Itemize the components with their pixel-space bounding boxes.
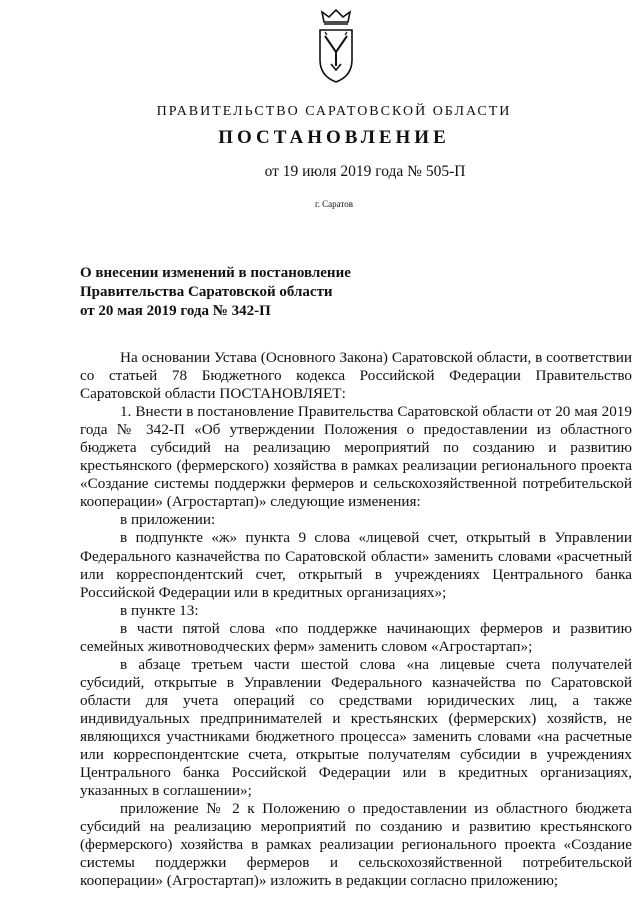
subject-line: от 20 мая 2019 года № 342-П: [80, 303, 271, 319]
document-type-title: ПОСТАНОВЛЕНИЕ: [218, 127, 450, 148]
body-paragraph: На основании Устава (Основного Закона) Саратовской области, в соответствии со статьей 78 Бюджетного кодекса Российской Федерации Правительство Саратовской области ПОСТАНОВЛЯЕТ:: [80, 349, 632, 403]
government-name: ПРАВИТЕЛЬСТВО САРАТОВСКОЙ ОБЛАСТИ: [156, 104, 512, 119]
body-paragraph: в приложении:: [120, 511, 216, 529]
body-paragraph: в подпункте «ж» пункта 9 слова «лицевой счет, открытый в Управлении Федерального казначейства по Саратовской области» заменить словами «расчетный или корреспондентский счет, открытый в учреждениях Центрального банка Российской Федерации или в кредитных организациях»;: [80, 529, 632, 601]
document-date-number: от 19 июля 2019 года № 505-П: [264, 163, 466, 180]
body-paragraph: в части пятой слова «по поддержке начинающих фермеров и развитию семейных животноводческих ферм» заменить словом «Агростартап»;: [80, 619, 632, 655]
body-paragraph: приложение № 2 к Положению о предоставлении из областного бюджета субсидий на реализацию мероприятий по созданию и развитию крестьянского (фермерского) хозяйства в рамках реализации регионального проекта «Создание системы поддержки фермеров и сельскохозяйственной потребительской кооперации» (Агростартап)» изложить в редакции согласно приложению;: [80, 800, 632, 890]
subject-line: О внесении изменений в постановление: [80, 265, 351, 281]
document-subject: [80, 264, 351, 321]
document-body: [80, 349, 632, 890]
subject-line: Правительства Саратовской области: [80, 284, 333, 300]
body-paragraph: в пункте 13:: [120, 601, 199, 619]
body-paragraph: 1. Внести в постановление Правительства Саратовской области от 20 мая 2019 года № 342-П «Об утверждении Положения о предоставлении из областного бюджета субсидий на реализацию мероприятий по созданию и развитию крестьянского (фермерского) хозяйства в рамках реализации регионального проекта «Создание системы поддержки фермеров и сельскохозяйственной потребительской кооперации» (Агростартап)» следующие изменения:: [80, 403, 632, 511]
document-city: г. Саратов: [315, 199, 353, 209]
body-paragraph: в абзаце третьем части шестой слова «на лицевые счета получателей субсидий, открытые в Управлении Федерального казначейства по Саратовской области для учета операций со средствами юридических лиц, а также индивидуальных предпринимателей и крестьянских (фермерских) хозяйств, не являющихся участниками бюджетного процесса» заменить словами «на расчетные или корреспондентские счета, открытые получателям субсидии в учреждениях Центрального банка Российской Федерации или в кредитных организациях, указанных в соглашении»;: [80, 655, 632, 800]
coat-of-arms-emblem: [314, 8, 358, 86]
